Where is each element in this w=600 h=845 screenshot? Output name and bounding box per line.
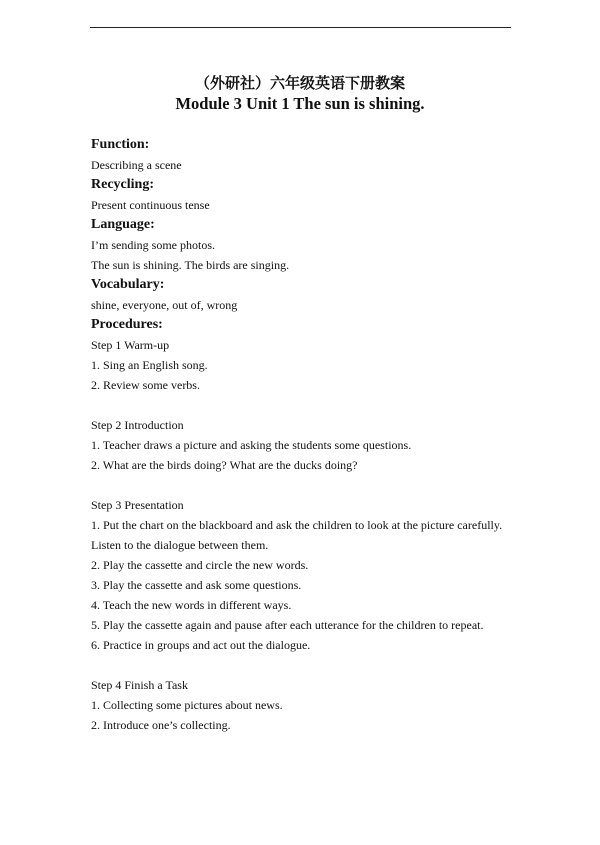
heading-function: Function: <box>91 137 150 152</box>
heading-procedures: Procedures: <box>91 317 163 332</box>
step-item: 5. Play the cassette again and pause after each utterance for the children to repeat. <box>91 618 484 632</box>
step-item: Listen to the dialogue between them. <box>91 538 269 552</box>
step-item: 1. Put the chart on the blackboard and ask the children to look at the picture carefully. <box>91 518 503 532</box>
spacer <box>91 475 531 495</box>
step-item: 1. Collecting some pictures about news. <box>91 698 283 712</box>
vocabulary-text: shine, everyone, out of, wrong <box>91 298 238 312</box>
step-title: Step 4 Finish a Task <box>91 678 188 692</box>
step-item: 2. What are the birds doing? What are the ducks doing? <box>91 458 358 472</box>
step-item: 2. Introduce one’s collecting. <box>91 718 231 732</box>
title-chinese: （外研社）六年级英语下册教案 <box>194 74 405 92</box>
step-title: Step 2 Introduction <box>91 418 184 432</box>
step-item: 3. Play the cassette and ask some questions. <box>91 578 302 592</box>
recycling-text: Present continuous tense <box>91 198 210 212</box>
heading-vocabulary: Vocabulary: <box>91 277 165 292</box>
language-line: I’m sending some photos. <box>91 238 215 252</box>
step-title: Step 3 Presentation <box>91 498 184 512</box>
step-item: 2. Play the cassette and circle the new words. <box>91 558 309 572</box>
step-item: 6. Practice in groups and act out the dialogue. <box>91 638 311 652</box>
step-item: 1. Sing an English song. <box>91 358 208 372</box>
spacer <box>91 655 531 675</box>
title-english: Module 3 Unit 1 The sun is shining. <box>175 94 425 113</box>
step-item: 1. Teacher draws a picture and asking the students some questions. <box>91 438 412 452</box>
function-text: Describing a scene <box>91 158 182 172</box>
spacer <box>91 395 531 415</box>
step-item: 2. Review some verbs. <box>91 378 200 392</box>
lesson-content <box>91 135 531 735</box>
language-line: The sun is shining. The birds are singing. <box>91 258 290 272</box>
heading-recycling: Recycling: <box>91 177 154 192</box>
top-rule <box>90 27 511 28</box>
heading-language: Language: <box>91 217 155 232</box>
step-item: 4. Teach the new words in different ways. <box>91 598 292 612</box>
step-title: Step 1 Warm-up <box>91 338 170 352</box>
